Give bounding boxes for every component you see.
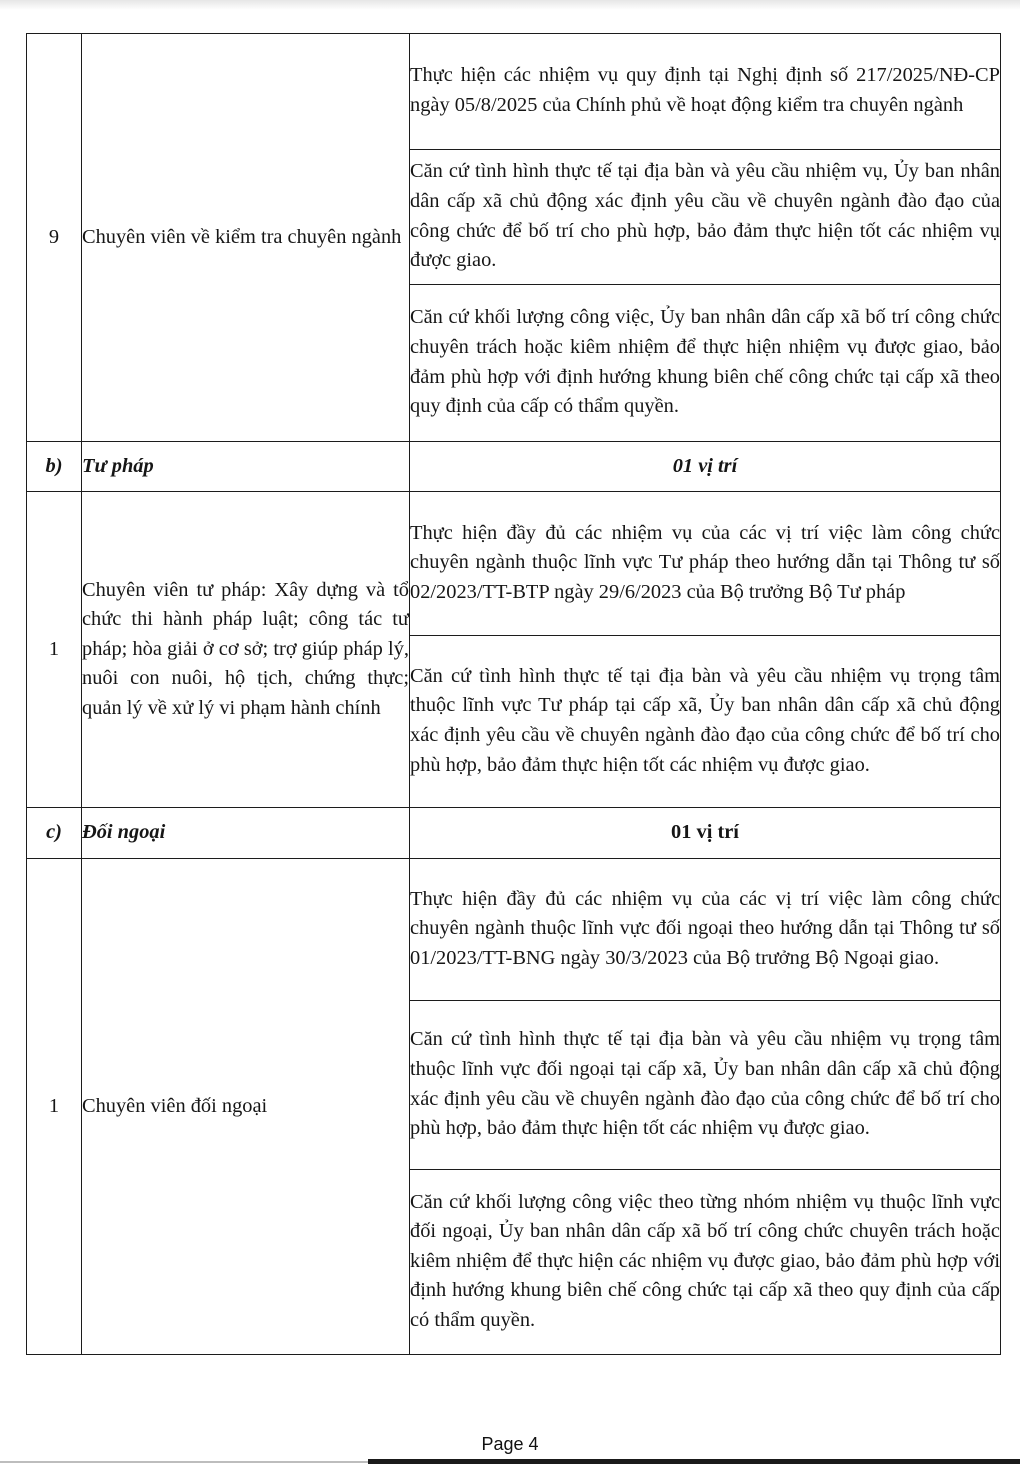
task-cell	[410, 859, 1001, 1001]
section-heading-row	[27, 808, 1001, 859]
task-text: Căn cứ tình hình thực tế tại địa bàn và yêu cầu nhiệm vụ trọng tâm thuộc lĩnh vực đối ngoại tại cấp xã, Ủy ban nhân dân cấp xã chủ động xác định yêu cầu về chuyên ngành đào đạo của công chức để bố trí cho phù hợp, bảo đảm thực hiện tốt các nhiệm vụ được giao.	[410, 1028, 1000, 1140]
task-cell	[410, 1001, 1001, 1170]
footer-rule	[368, 1459, 1020, 1464]
row-number: 9	[27, 34, 82, 442]
task-text: Thực hiện đầy đủ các nhiệm vụ của các vị trí việc làm công chức chuyên ngành thuộc lĩnh vực đối ngoại theo hướng dẫn tại Thông tư số 01/2023/TT-BNG ngày 30/3/2023 của Bộ trưởng Bộ Ngoại giao.	[410, 887, 1000, 969]
section-title: Tư pháp	[82, 442, 410, 492]
table-row	[27, 492, 1001, 636]
task-cell	[410, 1170, 1001, 1355]
table-row	[27, 859, 1001, 1001]
page-number: Page 4	[481, 1434, 539, 1454]
task-text: Căn cứ khối lượng công việc theo từng nhóm nhiệm vụ thuộc lĩnh vực đối ngoại, Ủy ban nhân dân cấp xã bố trí công chức chuyên trách hoặc kiêm nhiệm để thực hiện các nhiệm vụ được giao, bảo đảm phù hợp với định hướng khung biên chế công chức tại cấp xã theo quy định của cấp có thẩm quyền.	[410, 1190, 1000, 1331]
task-text: Thực hiện đầy đủ các nhiệm vụ của các vị trí việc làm công chức chuyên ngành thuộc lĩnh vực Tư pháp theo hướng dẫn tại Thông tư số 02/2023/TT-BTP ngày 29/6/2023 của Bộ trưởng Bộ Tư pháp	[410, 521, 1000, 603]
task-cell	[410, 492, 1001, 636]
task-text: Thực hiện các nhiệm vụ quy định tại Nghị định số 217/2025/NĐ-CP ngày 05/8/2025 của Chính phủ về hoạt động kiểm tra chuyên ngành	[410, 64, 1000, 116]
task-text: Căn cứ khối lượng công việc, Ủy ban nhân dân cấp xã bố trí công chức chuyên trách hoặc kiêm nhiệm để thực hiện nhiệm vụ được giao, bảo đảm phù hợp với định hướng khung biên chế công chức tại cấp xã theo quy định của cấp có thẩm quyền.	[410, 306, 1000, 418]
task-text: Căn cứ tình hình thực tế tại địa bàn và yêu cầu nhiệm vụ, Ủy ban nhân dân cấp xã chủ động xác định yêu cầu về chuyên ngành đào đạo của công chức để bố trí cho phù hợp, bảo đảm thực hiện tốt các nhiệm vụ được giao.	[410, 160, 1000, 272]
task-text: Căn cứ tình hình thực tế tại địa bàn và yêu cầu nhiệm vụ trọng tâm thuộc lĩnh vực Tư pháp tại cấp xã, Ủy ban nhân dân cấp xã chủ động xác định yêu cầu về chuyên ngành đào đạo của công chức để bố trí cho phù hợp, bảo đảm thực hiện tốt các nhiệm vụ được giao.	[410, 664, 1000, 776]
job-position-table	[26, 33, 1001, 1355]
task-cell	[410, 34, 1001, 150]
section-count: 01 vị trí	[410, 808, 1001, 859]
section-label: c)	[27, 808, 82, 859]
row-number: 1	[27, 859, 82, 1355]
position-name: Chuyên viên tư pháp: Xây dựng và tổ chức thi hành pháp luật; công tác tư pháp; hòa giải ở cơ sở; trợ giúp pháp lý, nuôi con nuôi, hộ tịch, chứng thực; quản lý về xử lý vi phạm hành chính	[82, 492, 410, 808]
section-heading-row	[27, 442, 1001, 492]
task-cell	[410, 636, 1001, 808]
position-name: Chuyên viên đối ngoại	[82, 859, 410, 1355]
scan-top-edge	[0, 0, 1020, 10]
position-name: Chuyên viên về kiểm tra chuyên ngành	[82, 34, 410, 442]
task-cell	[410, 150, 1001, 285]
table-row	[27, 34, 1001, 150]
footer-rule-light	[0, 1461, 368, 1463]
row-number: 1	[27, 492, 82, 808]
section-label: b)	[27, 442, 82, 492]
section-title: Đối ngoại	[82, 808, 410, 859]
task-cell	[410, 285, 1001, 442]
section-count: 01 vị trí	[410, 442, 1001, 492]
